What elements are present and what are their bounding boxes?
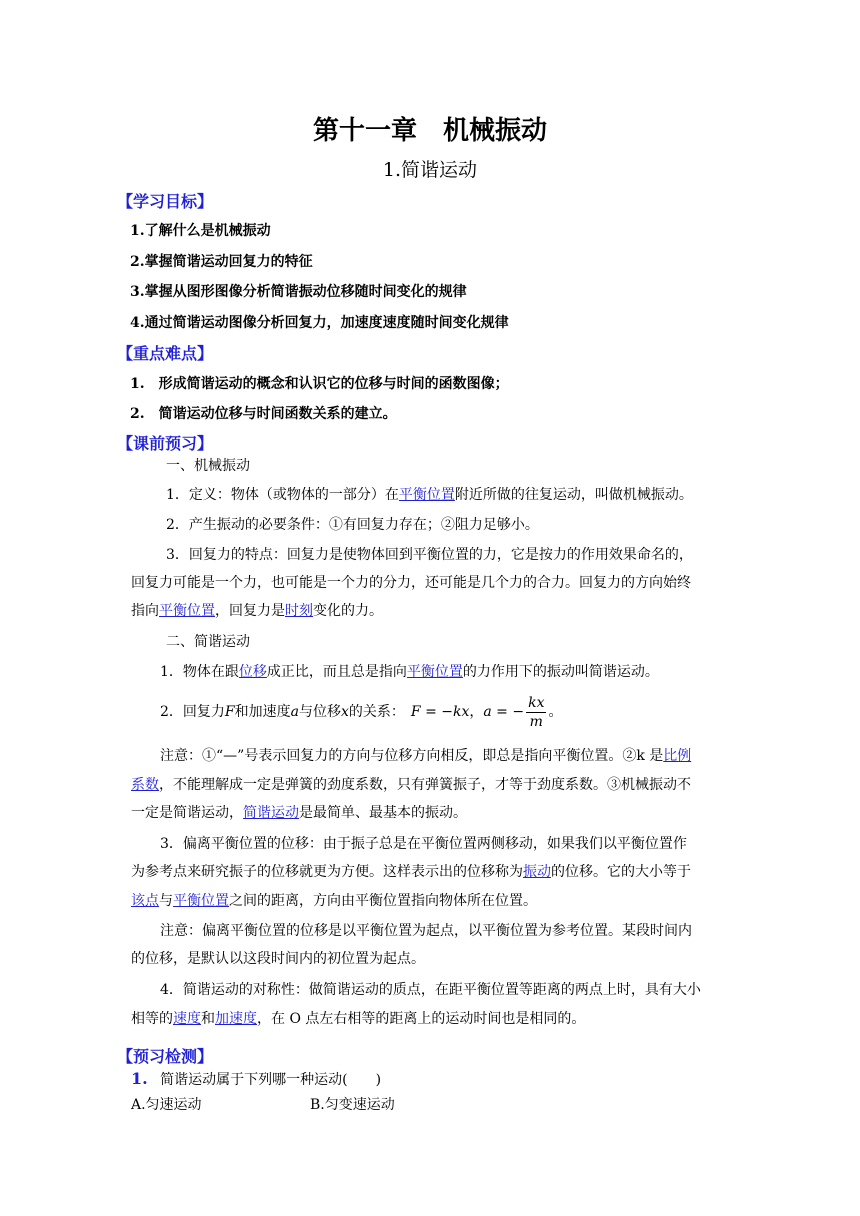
text: ， (469, 704, 484, 720)
text: 1．定义：物体（或物体的一部分）在 (166, 487, 399, 503)
link-point[interactable]: 该点 (131, 893, 159, 909)
text: 2．回复力 (160, 704, 225, 720)
link-acceleration[interactable]: 加速度 (215, 1011, 257, 1027)
goal-item: 3.掌握从图形图像分析简谐振动位移随时间变化的规律 (130, 284, 467, 300)
link-shm[interactable]: 简谐运动 (243, 805, 299, 821)
section-keypoints-heading: 【重点难点】 (117, 344, 214, 363)
formula-force: F = −kx (410, 704, 470, 720)
link-coefficient[interactable]: 比例 (663, 748, 692, 764)
note1-line-1 (160, 745, 691, 765)
note2-line-2: 的位移，是默认以这段时间内的初位置为起点。 (131, 951, 425, 967)
text: 是最简单、最基本的振动。 (299, 805, 467, 821)
text: 的位移。它的大小等于 (551, 864, 691, 880)
lesson-title: 1.简谐运动 (382, 159, 478, 181)
goal-item: 1.了解什么是机械振动 (130, 223, 271, 239)
part2-paragraph-4-line-2 (131, 1008, 585, 1028)
part1-paragraph-3-line-2: 回复力可能是一个力，也可能是一个力的分力，还可能是几个力的合力。回复力的方向始终 (131, 575, 691, 591)
part1-heading: 一、机械振动 (166, 458, 250, 474)
var-x: x (341, 704, 349, 720)
text: 为参考点来研究振子的位移就更为方便。这样表示出的位移称为 (131, 864, 523, 880)
text: ，在 O 点左右相等的距离上的运动时间也是相同的。 (257, 1011, 586, 1027)
link-coefficient[interactable]: 系数 (131, 777, 159, 793)
section-goals-heading: 【学习目标】 (117, 192, 214, 211)
key-point-item: 1. 形成简谐运动的概念和认识它的位移与时间的函数图像； (130, 376, 509, 392)
text: 和 (201, 1011, 215, 1027)
fraction-numerator: kx (528, 694, 545, 711)
text: ，回复力是 (215, 603, 285, 619)
part1-paragraph-1 (166, 484, 693, 504)
option-a: A.匀速运动 (131, 1097, 202, 1113)
link-velocity[interactable]: 速度 (173, 1011, 201, 1027)
text: 与位移 (299, 704, 341, 720)
question-text: 简谐运动属于下列哪一种运动( ) (160, 1072, 382, 1088)
link-equilibrium[interactable]: 平衡位置 (398, 487, 455, 503)
text: 的关系： (348, 704, 405, 720)
formula-fraction (526, 694, 546, 731)
note1-line-3 (131, 802, 467, 822)
chapter-title: 第十一章 机械振动 (312, 116, 547, 146)
goal-item: 2.掌握简谐运动回复力的特征 (130, 254, 313, 270)
link-equilibrium[interactable]: 平衡位置 (159, 603, 215, 619)
link-moment[interactable]: 时刻 (285, 603, 313, 619)
part2-paragraph-3-line-3 (131, 890, 537, 910)
link-vibration[interactable]: 振动 (523, 864, 551, 880)
text: 附近所做的往复运动，叫做机械振动。 (454, 487, 693, 503)
question-1 (131, 1069, 381, 1089)
link-displacement[interactable]: 位移 (238, 664, 267, 680)
part2-paragraph-2 (160, 690, 562, 734)
note1-line-2 (131, 774, 691, 794)
part2-heading: 二、简谐运动 (166, 634, 250, 650)
part2-paragraph-3-line-1: 3．偏离平衡位置的位移：由于振子总是在平衡位置两侧移动，如果我们以平衡位置作 (160, 836, 687, 852)
text: 变化的力。 (313, 603, 383, 619)
text: 之间的距离，方向由平衡位置指向物体所在位置。 (229, 893, 537, 909)
part1-paragraph-3-line-1: 3．回复力的特点：回复力是使物体回到平衡位置的力，它是按力的作用效果命名的， (166, 547, 693, 563)
formula-accel-lhs: a = − (483, 704, 525, 720)
text: 的力作用下的振动叫简谐运动。 (462, 664, 659, 680)
goal-item: 4.通过简谐运动图像分析回复力，加速度速度随时间变化规律 (130, 315, 509, 331)
fraction-denominator: m (529, 713, 543, 730)
text: 成正比，而且总是指向 (266, 664, 407, 680)
text: 和加速度 (234, 704, 291, 720)
link-equilibrium[interactable]: 平衡位置 (173, 893, 229, 909)
section-check-heading: 【预习检测】 (117, 1047, 214, 1066)
part2-paragraph-3-line-2 (131, 861, 691, 881)
var-F: F (224, 704, 235, 720)
link-equilibrium[interactable]: 平衡位置 (406, 664, 463, 680)
part1-paragraph-2: 2．产生振动的必要条件：①有回复力存在；②阻力足够小。 (166, 517, 539, 533)
part2-paragraph-4-line-1: 4．简谐运动的对称性：做简谐运动的质点，在距平衡位置等距离的两点上时，具有大小 (160, 982, 701, 998)
text: 一定是简谐运动， (131, 805, 243, 821)
question-number: 1. (131, 1069, 148, 1088)
text: ，不能理解成一定是弹簧的劲度系数，只有弹簧振子，才等于劲度系数。③机械振动不 (159, 777, 691, 793)
text: 。 (548, 704, 563, 720)
part2-paragraph-1 (160, 661, 659, 681)
text: 1．物体在跟 (160, 664, 239, 680)
text: 指向 (131, 603, 159, 619)
option-b: B.匀变速运动 (310, 1097, 395, 1113)
note2-line-1: 注意：偏离平衡位置的位移是以平衡位置为起点，以平衡位置为参考位置。某段时间内 (160, 923, 692, 939)
text: 相等的 (131, 1011, 173, 1027)
section-preview-heading: 【课前预习】 (117, 434, 214, 453)
var-a: a (290, 704, 299, 720)
text: 与 (159, 893, 173, 909)
key-point-item: 2. 简谐运动位移与时间函数关系的建立。 (130, 406, 397, 422)
part1-paragraph-3-line-3 (131, 600, 383, 620)
text: 注意：①“—”号表示回复力的方向与位移方向相反，即总是指向平衡位置。②k 是 (160, 748, 664, 764)
